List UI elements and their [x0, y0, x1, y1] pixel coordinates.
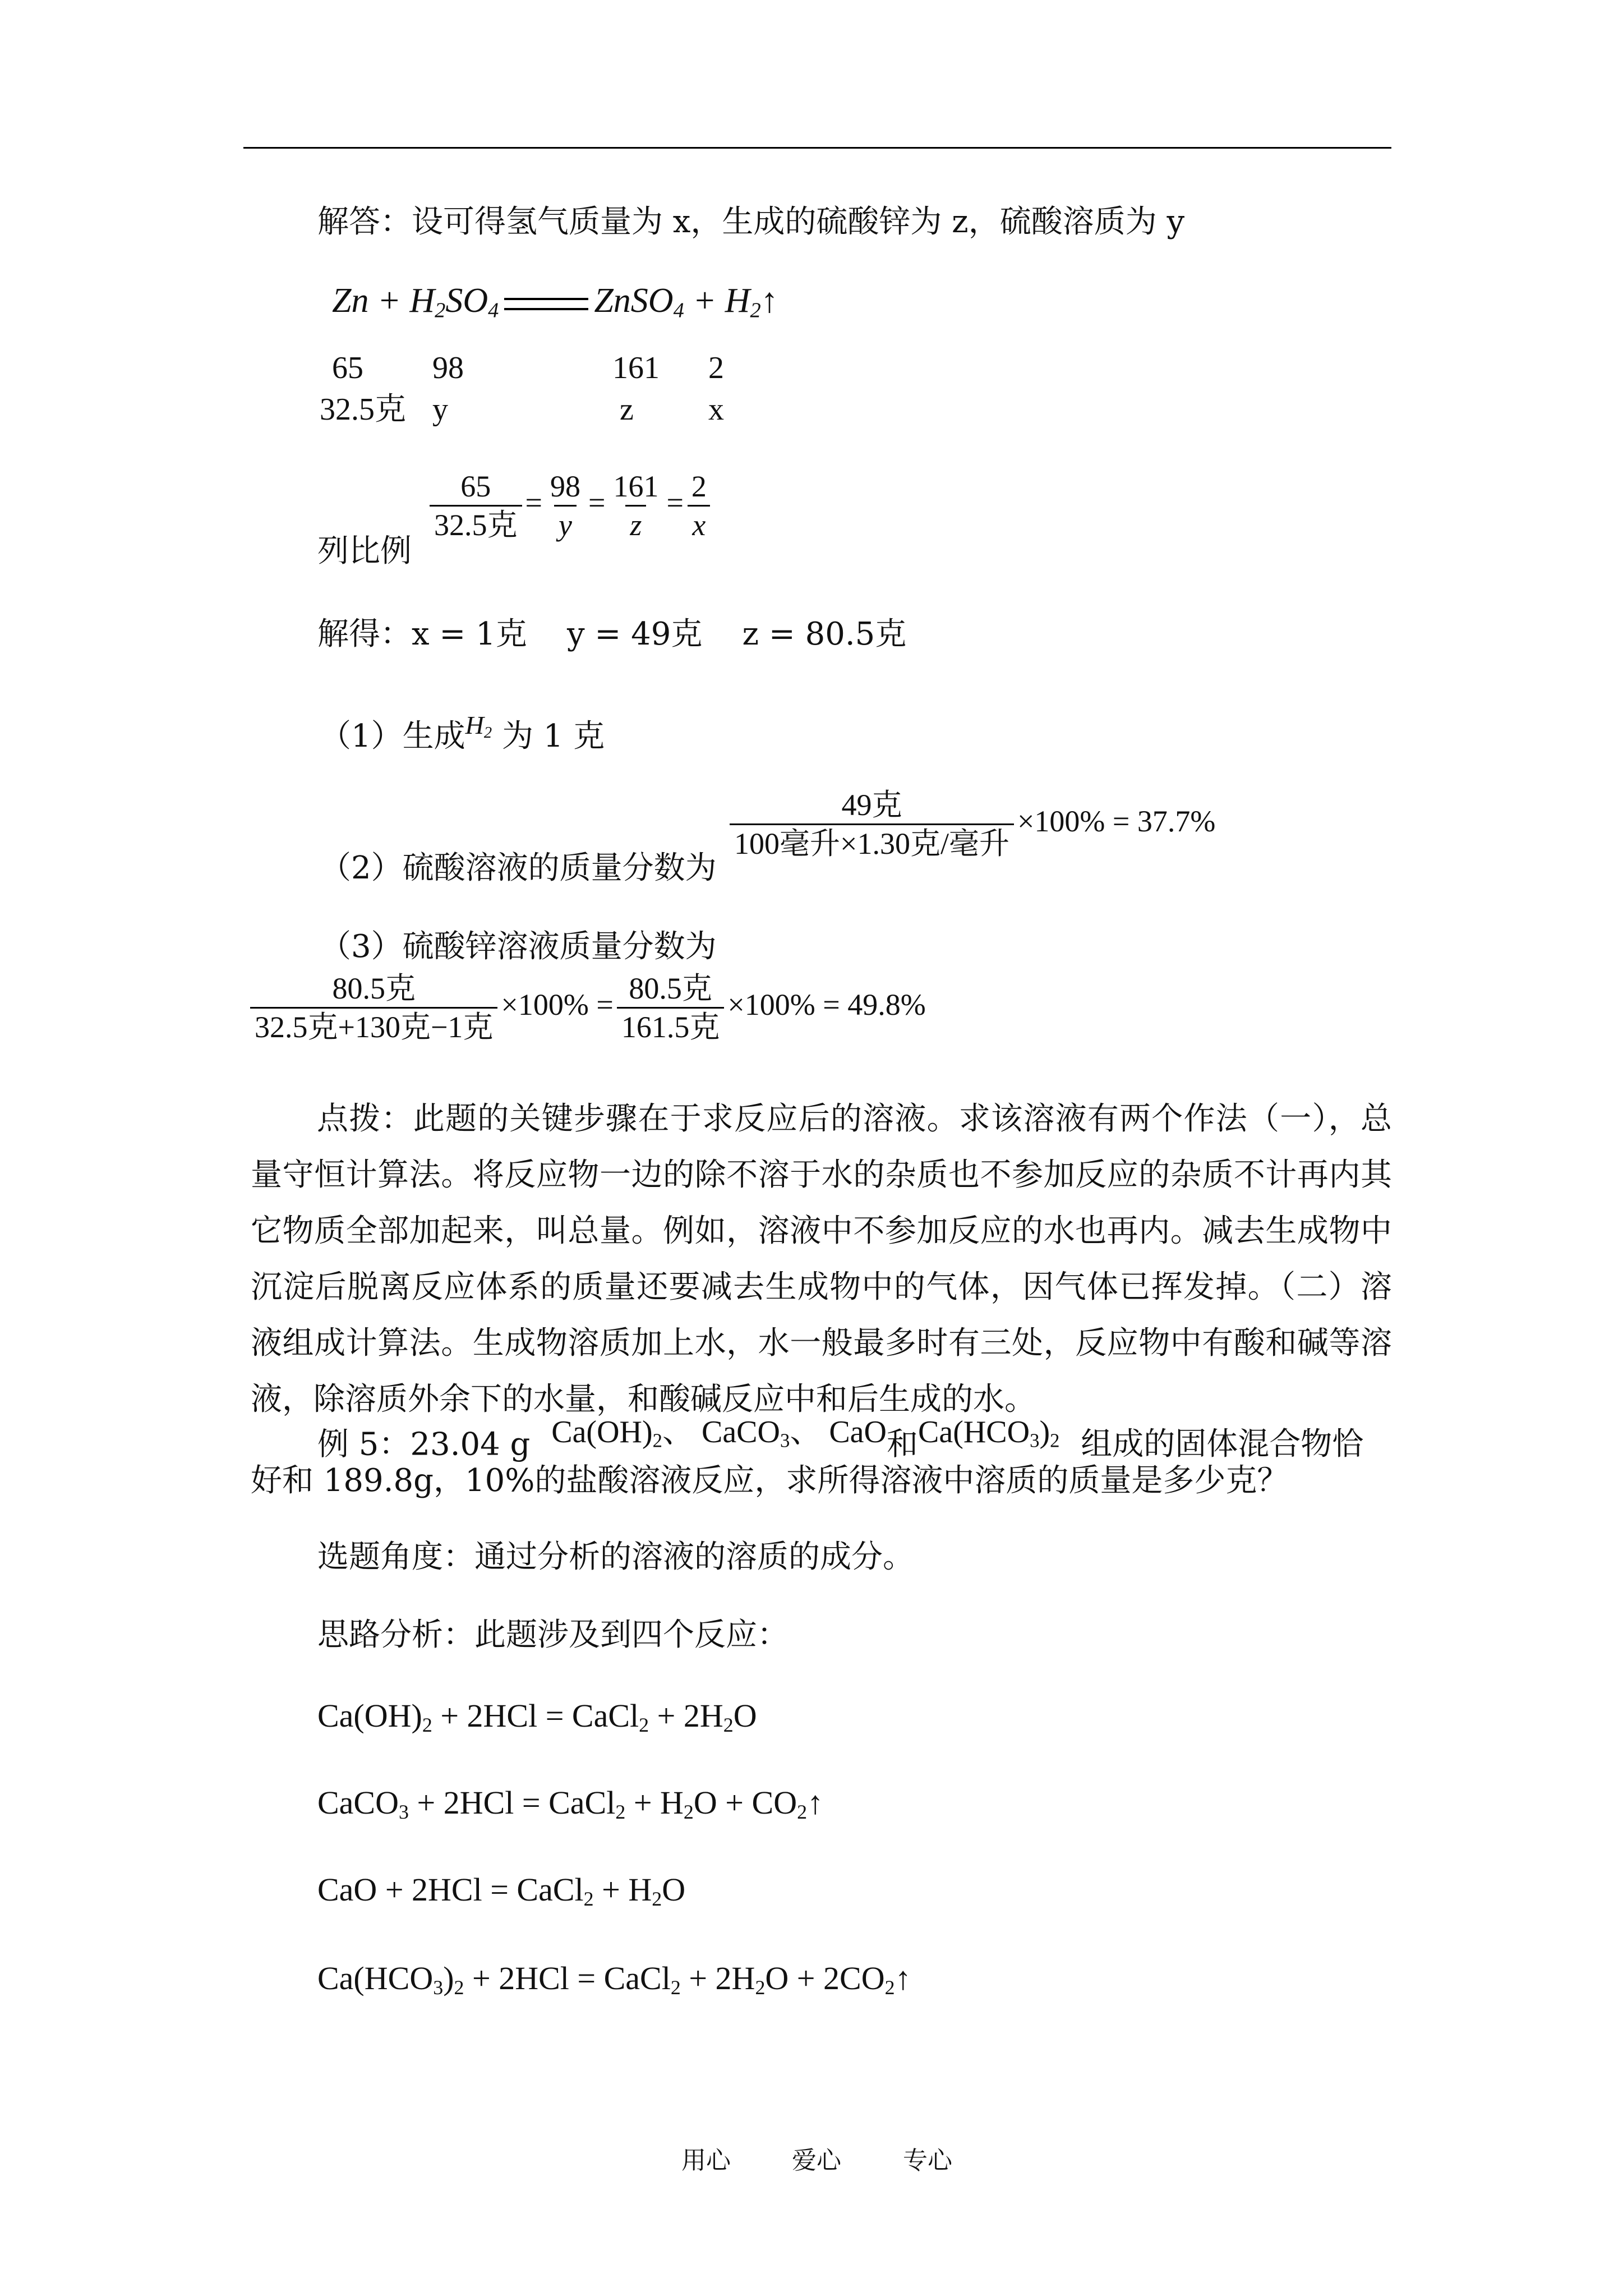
solution-line: 解得：x = 1克 y = 49克 z = 80.5克 [317, 616, 907, 652]
header-rule [243, 147, 1391, 149]
proportion-equation: $\frac{65}{\text{32.5克}}$ = $\frac{98}{y}$ = $\frac{161}{z}$ = $\frac{2}{x}$ [426, 471, 714, 540]
topic-angle: 选题角度：通过分析的溶液的溶质的成分。 [317, 1539, 914, 1575]
answer-intro: 解答：设可得氢气质量为 x，生成的硫酸锌为 z，硫酸溶质为 y [317, 204, 1185, 240]
footer-item: 爱心 [792, 2146, 841, 2175]
mass-h2so4: 98 [432, 351, 464, 385]
reaction-equation: $Zn + H_2SO_4$ ZnSO$_4$ + $H_2↑$ [332, 282, 778, 323]
question-2-label: （2）硫酸溶液的质量分数为 [320, 850, 717, 886]
question-3-formula: $\frac{\text{80.5克}}{\text{32.5克+130克−1克}}$ ×100% = $\frac{\text{80.5克}}{\text{161.5克}}$ ×100% = 49.8% [247, 973, 926, 1042]
mass-h2: 2 [708, 351, 724, 385]
example-5-line-2: 好和 189.8g，10%的盐酸溶液反应，求所得溶液中溶质的质量是多少克？ [251, 1462, 1289, 1499]
question-3-label: （3）硫酸锌溶液质量分数为 [320, 928, 717, 965]
equation-3: CaO + 2HCl = CaCl$_2$ + $H_2O$ [317, 1871, 686, 1910]
given-zn: 32.5克 [320, 392, 406, 427]
mass-zn: 65 [332, 351, 363, 385]
question-1: （1）生成$^{H_2}$ 为 1 克 [320, 711, 605, 754]
tip-paragraph: 点拨：此题的关键步骤在于求反应后的溶液。求该溶液有两个作法（一），总量守恒计算法。将反应物一边的除不溶于水的杂质也不参加反应的杂质不计再内其它物质全部加起来，叫总量。例如，溶液中不参加反应的水也再内。减去生成物中沉淀后脱离反应体系的质量还要减去生成物中的气体，因气体已挥发掉。（二）溶液组成计算法。生成物溶质加上水，水一般最多时有三处，反应物中有酸和碱等溶液，除溶质外余下的水量，和酸碱反应中和后生成的水。 [251, 1101, 1392, 1418]
proportion-label: 列比例 [317, 533, 412, 569]
equation-1: $Ca(OH)_2 + 2HCl$ = CaCl$_2$ + $2H_2O$ [317, 1697, 757, 1736]
analysis-intro: 思路分析：此题涉及到四个反应： [317, 1617, 789, 1653]
mass-znso4: 161 [612, 351, 660, 385]
footer-item: 专心 [903, 2146, 952, 2175]
equation-2: CaCO$_3$ + 2HCl = CaCl$_2$ + $H_2O$ + $CO_2↑$ [317, 1784, 824, 1823]
var-x: x [708, 392, 724, 427]
var-z: z [620, 392, 634, 427]
var-y: y [432, 392, 448, 427]
question-2-formula: $\frac{\text{49克}}{\text{100毫升×1.30克/毫升}}$ ×100% = 37.7% [726, 790, 1215, 859]
equation-4: $Ca(HCO_3)_2 + 2HCl$ = CaCl$_2$ + $2H_2O$ + $2CO_2↑$ [317, 1960, 911, 1999]
example-5-line-1: 例 5：23.04 g $Ca(OH)_2$、 CaCO$_3$、 CaO和$Ca(HCO_3)_2$ 组成的固体混合物恰 [317, 1415, 1364, 1463]
footer-item: 用心 [681, 2146, 731, 2175]
